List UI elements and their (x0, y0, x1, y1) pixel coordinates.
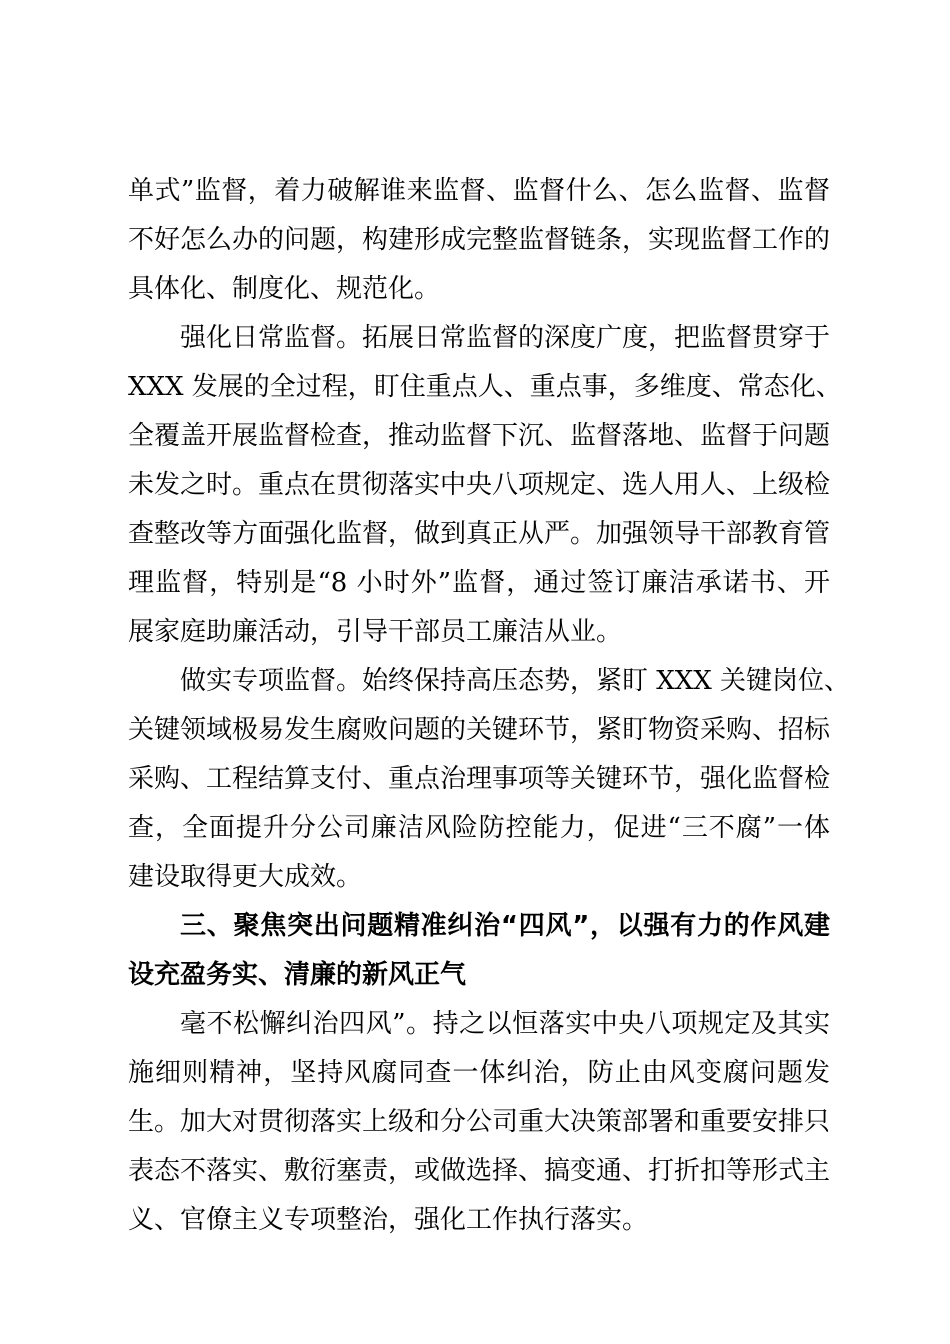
paragraph-line: 做实专项监督。始终保持高压态势，紧盯 XXX 关键岗位、 (180, 666, 851, 696)
paragraph-line: 具体化、制度化、规范化。 (128, 274, 441, 304)
paragraph-line: 毫不松懈纠治四风”。持之以恒落实中央八项规定及其实 (180, 1009, 830, 1039)
paragraph-line: 采购、工程结算支付、重点治理事项等关键环节，强化监督检 (128, 764, 831, 794)
paragraph-line: 未发之时。重点在贯彻落实中央八项规定、选人用人、上级检 (128, 470, 831, 500)
paragraph-line: 关键领域极易发生腐败问题的关键环节，紧盯物资采购、招标 (128, 715, 831, 745)
paragraph-line: 生。加大对贯彻落实上级和分公司重大决策部署和重要安排只 (128, 1107, 831, 1137)
paragraph-line: 展家庭助廉活动，引导干部员工廉洁从业。 (128, 617, 623, 647)
paragraph-line: XXX 发展的全过程，盯住重点人、重点事，多维度、常态化、 (128, 372, 842, 402)
paragraph-line: 查整改等方面强化监督，做到真正从严。加强领导干部教育管 (128, 519, 831, 549)
paragraph-line: 义、官僚主义专项整治，强化工作执行落实。 (128, 1205, 649, 1235)
paragraph-line: 全覆盖开展监督检查，推动监督下沉、监督落地、监督于问题 (128, 421, 831, 451)
paragraph-line: 单式”监督，着力破解谁来监督、监督什么、怎么监督、监督 (128, 176, 830, 206)
paragraph-line: 建设取得更大成效。 (128, 862, 363, 892)
paragraph-line: 施细则精神，坚持风腐同查一体纠治，防止由风变腐问题发 (128, 1058, 830, 1088)
section-heading: 设充盈务实、清廉的新风正气 (128, 960, 467, 990)
paragraph-line: 强化日常监督。拓展日常监督的深度广度，把监督贯穿于 (180, 323, 831, 353)
paragraph-line: 理监督，特别是“8 小时外”监督，通过签订廉洁承诺书、开 (128, 568, 830, 598)
paragraph-line: 不好怎么办的问题，构建形成完整监督链条，实现监督工作的 (128, 225, 831, 255)
paragraph-line: 表态不落实、敷衍塞责，或做选择、搞变通、打折扣等形式主 (128, 1156, 831, 1186)
paragraph-line: 查，全面提升分公司廉洁风险防控能力，促进“三不腐”一体 (128, 813, 830, 843)
section-heading: 三、聚焦突出问题精准纠治“四风”，以强有力的作风建 (180, 911, 830, 941)
